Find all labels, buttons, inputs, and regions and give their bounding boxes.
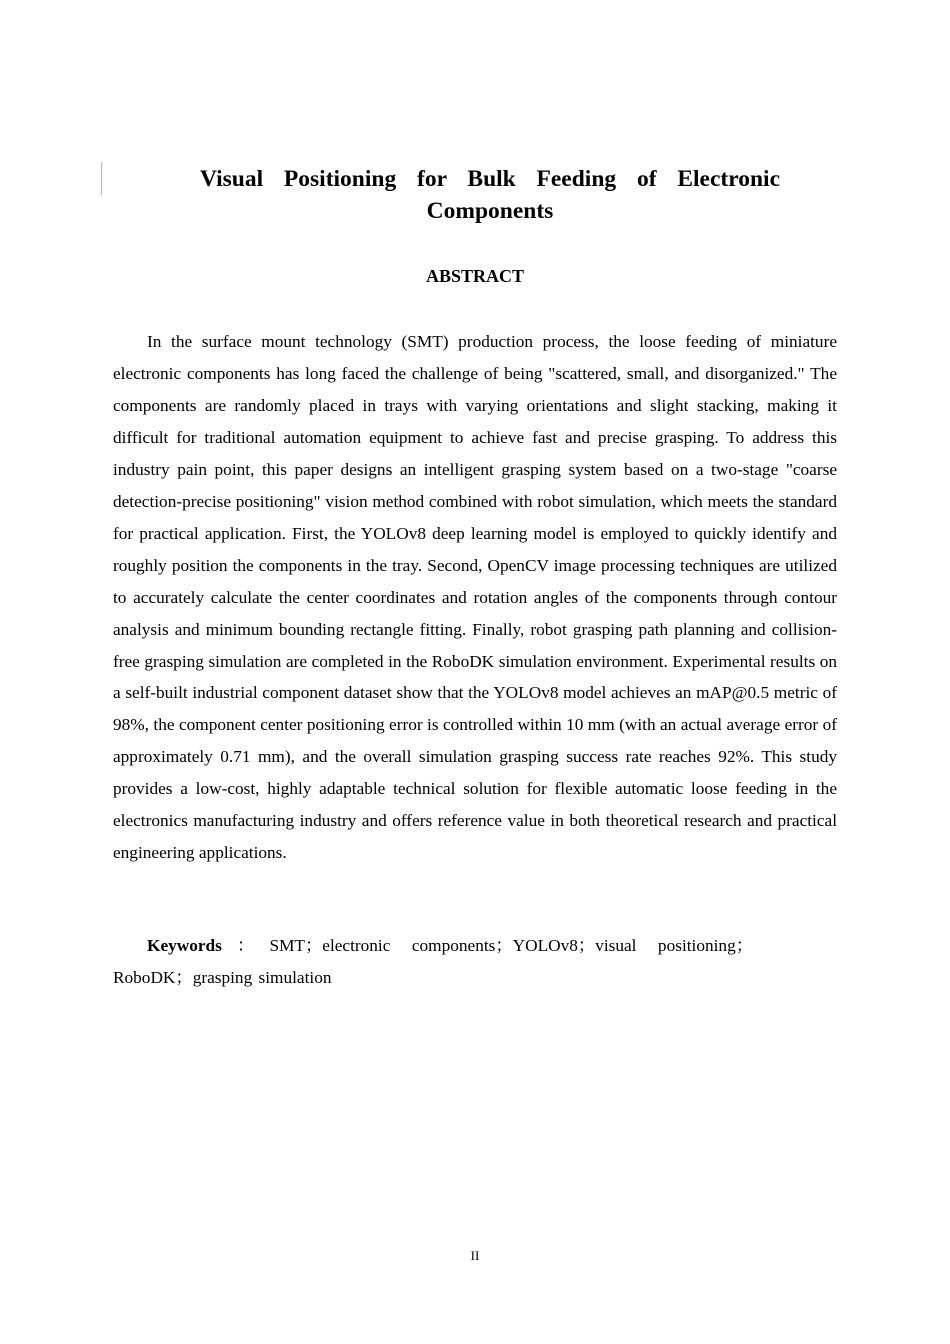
margin-marker xyxy=(101,162,102,195)
keywords-separator: ： xyxy=(221,936,270,955)
abstract-heading: ABSTRACT xyxy=(425,266,525,286)
keywords-label: Keywords xyxy=(147,936,222,955)
keywords-list: SMT；electronic components；YOLOv8；visual positioning；RoboDK；grasping simulation xyxy=(113,936,753,987)
keywords-line xyxy=(113,930,753,994)
abstract-paragraph: In the surface mount technology (SMT) production process, the loose feeding of miniature electronic components has long faced the challenge of being "scattered, small, and disorganized." The components are randomly placed in trays with varying orientations and slight stacking, making it difficult for traditional automation equipment to achieve fast and precise grasping. To address this industry pain point, this paper designs an intelligent grasping system based on a two-stage "coarse detection-precise positioning" vision method combined with robot simulation, which meets the standard for practical application. First, the YOLOv8 deep learning model is employed to quickly identify and roughly position the components in the tray. Second, OpenCV image processing techniques are utilized to accurately calculate the center coordinates and rotation angles of the components through contour analysis and minimum bounding rectangle fitting. Finally, robot grasping path planning and collision-free grasping simulation are completed in the RoboDK simulation environment. Experimental results on a self-built industrial component dataset show that the YOLOv8 model achieves an mAP@0.5 metric of 98%, the component center positioning error is controlled within 10 mm (with an actual average error of approximately 0.71 mm), and the overall simulation grasping success rate reaches 92%. This study provides a low-cost, highly adaptable technical solution for flexible automatic loose feeding in the electronics manufacturing industry and offers reference value in both theoretical research and practical engineering applications. xyxy=(113,332,837,863)
paper-title: Visual Positioning for Bulk Feeding of Electronic Components xyxy=(200,166,780,224)
page-number: II xyxy=(470,1248,480,1263)
